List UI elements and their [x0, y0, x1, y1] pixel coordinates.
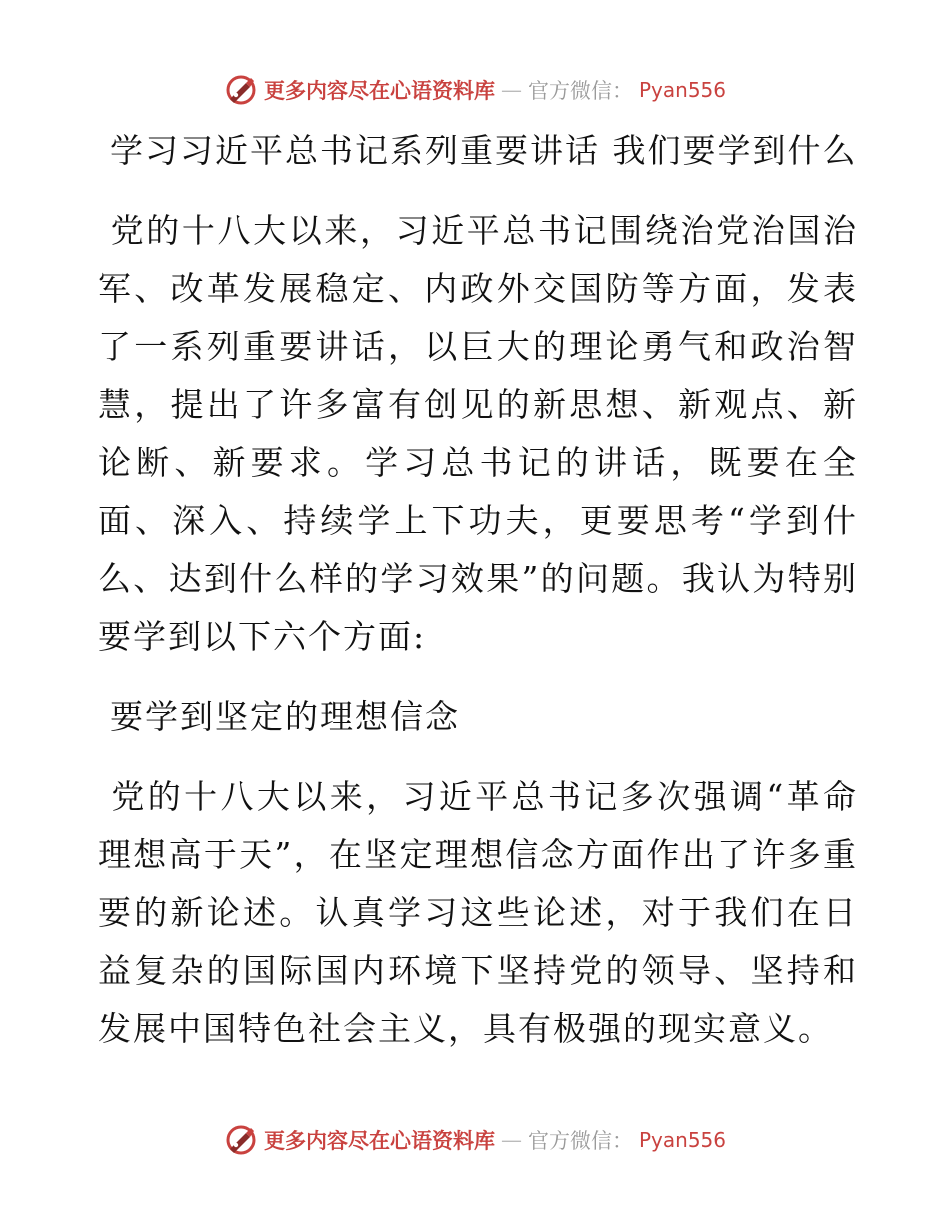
watermark-dash: —: [500, 78, 522, 102]
document-body: [98, 122, 858, 1080]
watermark-wechat-id: Pyan556: [638, 1128, 726, 1152]
pen-logo-icon: [224, 1123, 258, 1157]
document-title: 学习习近平总书记系列重要讲话 我们要学到什么: [110, 131, 858, 170]
section-heading: 要学到坚定的理想信念: [110, 697, 460, 736]
header-watermark: [0, 70, 950, 110]
watermark-group: [224, 1123, 726, 1157]
watermark-dash: —: [500, 1128, 522, 1152]
watermark-official-label: 官方微信：: [527, 1129, 633, 1153]
watermark-group: [224, 73, 726, 107]
pen-logo-icon: [224, 73, 258, 107]
paragraph-intro: [98, 202, 858, 666]
watermark-brand-text: 更多内容尽在心语资料库: [263, 78, 495, 103]
paragraph-section-1-text: 党的十八大以来，习近平总书记多次强调“革命理想高于天”，在坚定理想信念方面作出了许多重要的新论述。认真学习这些论述，对于我们在日益复杂的国际国内环境下坚持党的领导、坚持和发展中国特色社会主义，具有极强的现实意义。: [98, 777, 858, 1048]
watermark-brand-text: 更多内容尽在心语资料库: [263, 1128, 495, 1153]
watermark-official-label: 官方微信：: [527, 79, 633, 103]
footer-watermark: [0, 1120, 950, 1160]
paragraph-intro-text: 党的十八大以来，习近平总书记围绕治党治国治军、改革发展稳定、内政外交国防等方面，发表了一系列重要讲话，以巨大的理论勇气和政治智慧，提出了许多富有创见的新思想、新观点、新论断、新要求。学习总书记的讲话，既要在全面、深入、持续学上下功夫，更要思考“学到什么、达到什么样的学习效果”的问题。我认为特别要学到以下六个方面:: [98, 211, 858, 656]
paragraph-section-1: [98, 768, 858, 1058]
watermark-wechat-id: Pyan556: [638, 78, 726, 102]
